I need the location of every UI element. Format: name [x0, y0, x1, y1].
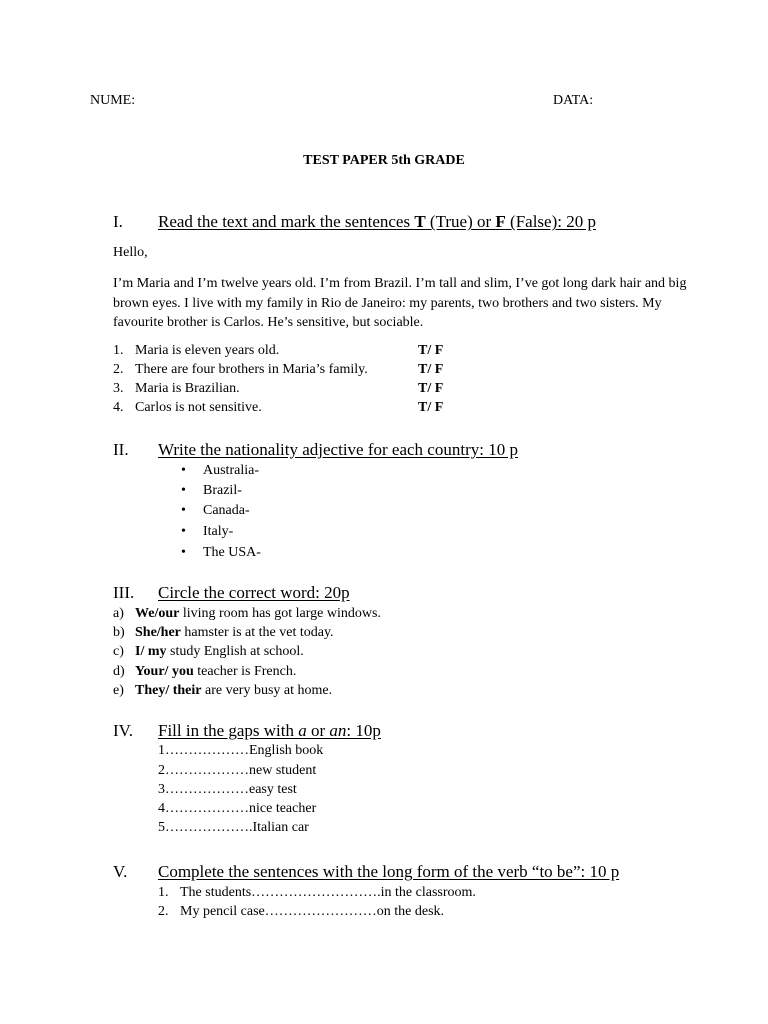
country-item: Italy- — [203, 524, 234, 539]
circle-item-letter: b) — [113, 625, 125, 640]
circle-item-letter: a) — [113, 606, 124, 621]
tf-item-choice: T/ F — [418, 343, 444, 358]
verb-item-number: 1. — [158, 885, 169, 900]
circle-item-letter: c) — [113, 644, 124, 659]
tf-item-choice: T/ F — [418, 400, 444, 415]
section-5-title: Complete the sentences with the long form of the verb “to be”: 10 p — [158, 862, 620, 881]
tf-item-number: 3. — [113, 381, 124, 396]
tf-item-number: 2. — [113, 362, 124, 377]
date-label: DATA: — [553, 93, 594, 108]
gap-item: 5……………….Italian car — [158, 820, 309, 835]
section-4-number: IV. — [113, 721, 133, 740]
tf-item-number: 1. — [113, 343, 124, 358]
country-item: Australia- — [203, 463, 259, 478]
country-item: Canada- — [203, 503, 250, 518]
gap-item: 3………………easy test — [158, 782, 297, 797]
tf-item-text: Carlos is not sensitive. — [135, 400, 262, 415]
greeting: Hello, — [113, 245, 148, 260]
section-2-title: Write the nationality adjective for each country: 10 p — [158, 440, 518, 459]
verb-item: My pencil case……………………on the desk. — [180, 904, 445, 919]
section-3-title: Circle the correct word: 20p — [158, 583, 350, 602]
tf-item-choice: T/ F — [418, 381, 444, 396]
section-5-number: V. — [113, 862, 128, 881]
tf-item-text: There are four brothers in Maria’s family. — [135, 362, 368, 377]
section-3-number: III. — [113, 583, 135, 602]
reading-paragraph: I’m Maria and I’m twelve years old. I’m from Brazil. I’m tall and slim, I’ve got long dark hair and big brown eyes. I live with my family in Rio de Janeiro: my parents, two brothers and two sisters. My favourite brother is Carlos. He’s sensitive, but sociable. — [113, 276, 687, 330]
bullet-icon: • — [181, 545, 186, 560]
gap-item: 2………………new student — [158, 763, 317, 778]
gap-item: 1………………English book — [158, 743, 324, 758]
circle-item: We/our living room has got large windows. — [135, 606, 381, 621]
gap-item: 4………………nice teacher — [158, 801, 317, 816]
verb-item-number: 2. — [158, 904, 169, 919]
bullet-icon: • — [181, 503, 186, 518]
tf-item-choice: T/ F — [418, 362, 444, 377]
section-1-title: Read the text and mark the sentences T (True) or F (False): 20 p — [158, 212, 596, 231]
bullet-icon: • — [181, 524, 186, 539]
name-label: NUME: — [90, 93, 136, 108]
section-2-number: II. — [113, 440, 129, 459]
tf-item-number: 4. — [113, 400, 124, 415]
verb-item: The students……………………….in the classroom. — [180, 885, 476, 900]
country-item: Brazil- — [203, 483, 242, 498]
circle-item-letter: e) — [113, 683, 124, 698]
bullet-icon: • — [181, 483, 186, 498]
page-title: TEST PAPER 5th GRADE — [303, 153, 465, 168]
country-item: The USA- — [203, 545, 261, 560]
section-1-number: I. — [113, 212, 123, 231]
tf-item-text: Maria is eleven years old. — [135, 343, 280, 358]
tf-item-text: Maria is Brazilian. — [135, 381, 240, 396]
circle-item: I/ my study English at school. — [135, 644, 304, 659]
circle-item-letter: d) — [113, 664, 125, 679]
circle-item: Your/ you teacher is French. — [135, 664, 297, 679]
circle-item: She/her hamster is at the vet today. — [135, 625, 334, 640]
section-4-title: Fill in the gaps with a or an: 10p — [158, 721, 381, 740]
bullet-icon: • — [181, 463, 186, 478]
circle-item: They/ their are very busy at home. — [135, 683, 333, 698]
